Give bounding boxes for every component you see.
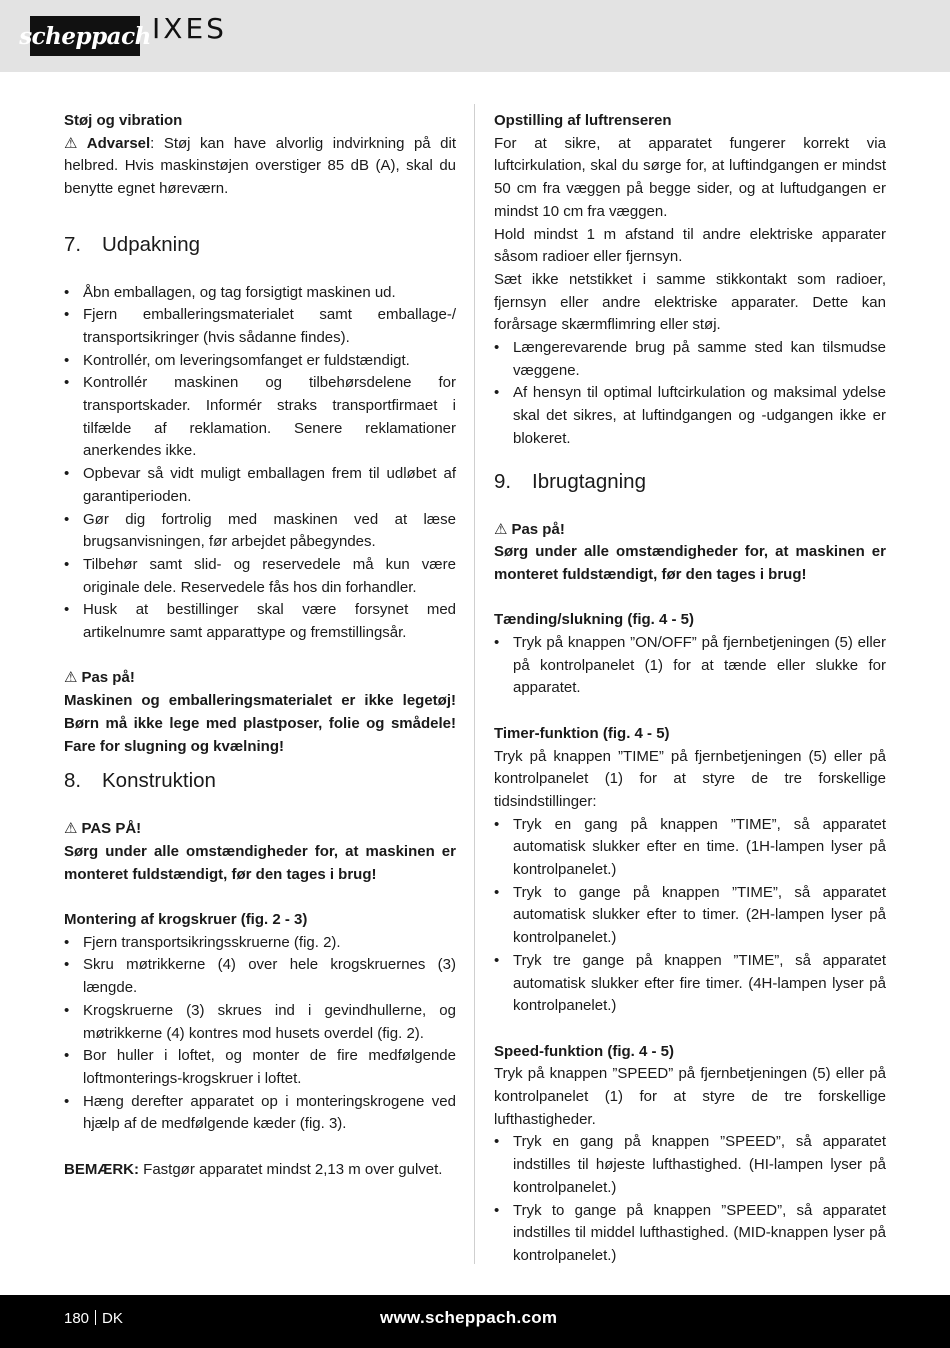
language-code: DK <box>102 1310 123 1327</box>
setup-heading: Opstilling af luftrenseren <box>494 112 672 129</box>
noise-warning-text: : Støj kan have alvorlig indvirkning på dit helbred. Hvis maskinstøjen overstiger 85 dB (A), skal du benytte egnet høreværn. <box>64 134 456 198</box>
mounting-heading: Montering af krogskruer (fig. 2 - 3) <box>64 911 308 929</box>
caution-heading <box>494 519 886 542</box>
list-item: • Gør dig fortrolig med maskinen ved at læse brugsanvisningen, før arbejdet påbegyndes. <box>64 509 456 554</box>
timer-list <box>494 814 886 1018</box>
warning-icon: ⚠ <box>494 520 508 538</box>
list-item: • Tilbehør samt slid- og reservedele må kun være originale dele. Reservedele fås hos din forhandler. <box>64 554 456 599</box>
warning-icon: ⚠ <box>64 669 78 687</box>
section-8-label: Konstruktion <box>102 769 216 793</box>
setup-list <box>494 337 886 451</box>
note-text: Fastgør apparatet mindst 2,13 m over gulvet. <box>139 1160 443 1178</box>
setup-paragraph: For at sikre, at apparatet fungerer korrekt via luftcirkulation, skal du sørge for, at luftindgangen er mindst 50 cm fra væggen på begge sider, og at luftudgangen er mindst 10 cm fra væggen. <box>494 134 886 220</box>
speed-list <box>494 1131 886 1267</box>
list-item: • Tryk tre gange på knappen ”TIME”, så apparatet automatisk slukker efter fire timer. (4H-lampen lyser på kontrolpanelet.) <box>494 950 886 1018</box>
caution-heading <box>64 667 456 690</box>
caution-text: Sørg under alle omstændigheder for, at maskinen er monteret fuldstændigt, før den tages i brug! <box>64 842 456 883</box>
page-number: 180 <box>64 1310 90 1327</box>
noise-warning <box>64 133 456 201</box>
right-column <box>494 110 886 1268</box>
page-separator <box>95 1310 96 1325</box>
list-item: • Skru møtrikkerne (4) over hele krogskruernes (3) længde. <box>64 954 456 999</box>
caution-heading-text: PAS PÅ! <box>81 820 142 838</box>
caution-heading-text: Pas på! <box>511 520 565 538</box>
list-item: • Kontrollér maskinen og tilbehørsdelene for transportskader. Informér straks transportfirmaet i tilfælde af reklamation. Senere reklamationer anerkendes ikke. <box>64 372 456 463</box>
list-item: • Tryk en gang på knappen ”SPEED”, så apparatet indstilles til højeste lufthastighed. (HI-lampen lyser på kontrolpanelet.) <box>494 1131 886 1199</box>
page-number-block <box>64 1310 123 1327</box>
caution-text: Sørg under alle omstændigheder for, at maskinen er monteret fuldstændigt, før den tages i brug! <box>494 543 886 583</box>
noise-heading: Støj og vibration <box>64 112 183 129</box>
warning-icon: ⚠ <box>64 820 78 838</box>
page-footer <box>0 1295 950 1348</box>
page-header <box>0 0 950 72</box>
left-column <box>64 110 456 1181</box>
unpacking-list <box>64 282 456 645</box>
list-item: • Længerevarende brug på samme sted kan tilsmudse væggene. <box>494 337 886 382</box>
logo-text: scheppach <box>19 22 151 50</box>
speed-heading: Speed-funktion (fig. 4 - 5) <box>494 1042 674 1060</box>
section-7-title <box>64 232 456 258</box>
mounting-list <box>64 932 456 1136</box>
section-9-title <box>494 469 886 495</box>
list-item: • Fjern transportsikringsskruerne (fig. 2). <box>64 932 456 955</box>
list-item: • Af hensyn til optimal luftcirkulation og maksimal ydelse skal det sikres, at luftindgangen og -udgangen ikke er blokeret. <box>494 382 886 450</box>
section-7-number: 7. <box>64 232 82 256</box>
list-item: • Husk at bestillinger skal være forsynet med artikelnumre samt apparattype og fremstillingsår. <box>64 599 456 644</box>
brand-ixes: IXES <box>152 12 227 45</box>
warning-icon: ⚠ <box>64 134 83 152</box>
setup-paragraph: Hold mindst 1 m afstand til andre elektriske apparater såsom radioer eller fjernsyn. <box>494 225 886 266</box>
speed-paragraph: Tryk på knappen ”SPEED” på fjernbetjeningen (5) eller på kontrolpanelet (1) for at styre de tre forskellige lufthastigheder. <box>494 1065 886 1128</box>
list-item: • Tryk en gang på knappen ”TIME”, så apparatet automatisk slukker efter en time. (1H-lampen lyser på kontrolpanelet.) <box>494 814 886 882</box>
website-link[interactable]: www.scheppach.com <box>380 1308 558 1327</box>
caution-heading-text: Pas på! <box>81 669 135 687</box>
scheppach-logo <box>19 16 151 56</box>
list-item: • Hæng derefter apparatet op i monteringskrogene ved hjælp af de medfølgende kæder (fig. 3). <box>64 1091 456 1136</box>
noise-warning-label: Advarsel <box>86 134 151 152</box>
list-item: • Kontrollér, om leveringsomfanget er fuldstændigt. <box>64 350 456 373</box>
section-8-number: 8. <box>64 769 82 793</box>
note-label: BEMÆRK: <box>64 1160 139 1178</box>
section-9-number: 9. <box>494 469 512 493</box>
section-8-title <box>64 768 456 794</box>
caution-heading <box>64 818 456 841</box>
caution-text: Maskinen og emballeringsmaterialet er ikke legetøj! Børn må ikke lege med plastposer, folie og smådele! Fare for slugning og kvælning! <box>64 692 456 755</box>
list-item: • Tryk to gange på knappen ”SPEED”, så apparatet indstilles til middel lufthastighed. (MID-knappen lyser på kontrolpanelet.) <box>494 1200 886 1268</box>
timer-paragraph: Tryk på knappen ”TIME” på fjernbetjeningen (5) eller på kontrolpanelet (1) for at styre de tre forskellige tidsindstillinger: <box>494 747 886 810</box>
list-item: • Opbevar så vidt muligt emballagen frem til udløbet af garantiperioden. <box>64 463 456 508</box>
list-item: • Tryk to gange på knappen ”TIME”, så apparatet automatisk slukker efter to timer. (2H-lampen lyser på kontrolpanelet.) <box>494 882 886 950</box>
timer-heading: Timer-funktion (fig. 4 - 5) <box>494 724 670 742</box>
note <box>64 1159 456 1182</box>
onoff-heading: Tænding/slukning (fig. 4 - 5) <box>494 611 694 629</box>
list-item: • Tryk på knappen ”ON/OFF” på fjernbetjeningen (5) eller på kontrolpanelet (1) for at tænde eller slukke for apparatet. <box>494 632 886 700</box>
list-item: • Bor huller i loftet, og monter de fire medfølgende loftmonterings-krogskruer i loftet. <box>64 1045 456 1090</box>
section-9-label: Ibrugtagning <box>532 469 646 493</box>
column-divider <box>474 104 475 1264</box>
section-7-label: Udpakning <box>102 232 201 256</box>
list-item: • Åbn emballagen, og tag forsigtigt maskinen ud. <box>64 282 456 305</box>
list-item: • Krogskruerne (3) skrues ind i gevindhullerne, og møtrikkerne (4) kontres mod husets overdel (fig. 2). <box>64 1000 456 1045</box>
list-item: • Fjern emballeringsmaterialet samt emballage-/ transportsikringer (hvis sådanne findes). <box>64 304 456 349</box>
onoff-list <box>494 632 886 700</box>
setup-paragraph: Sæt ikke netstikket i samme stikkontakt som radioer, fjernsyn eller andre elektriske apparater. Dette kan forårsage skærmflimring eller støj. <box>494 270 886 334</box>
